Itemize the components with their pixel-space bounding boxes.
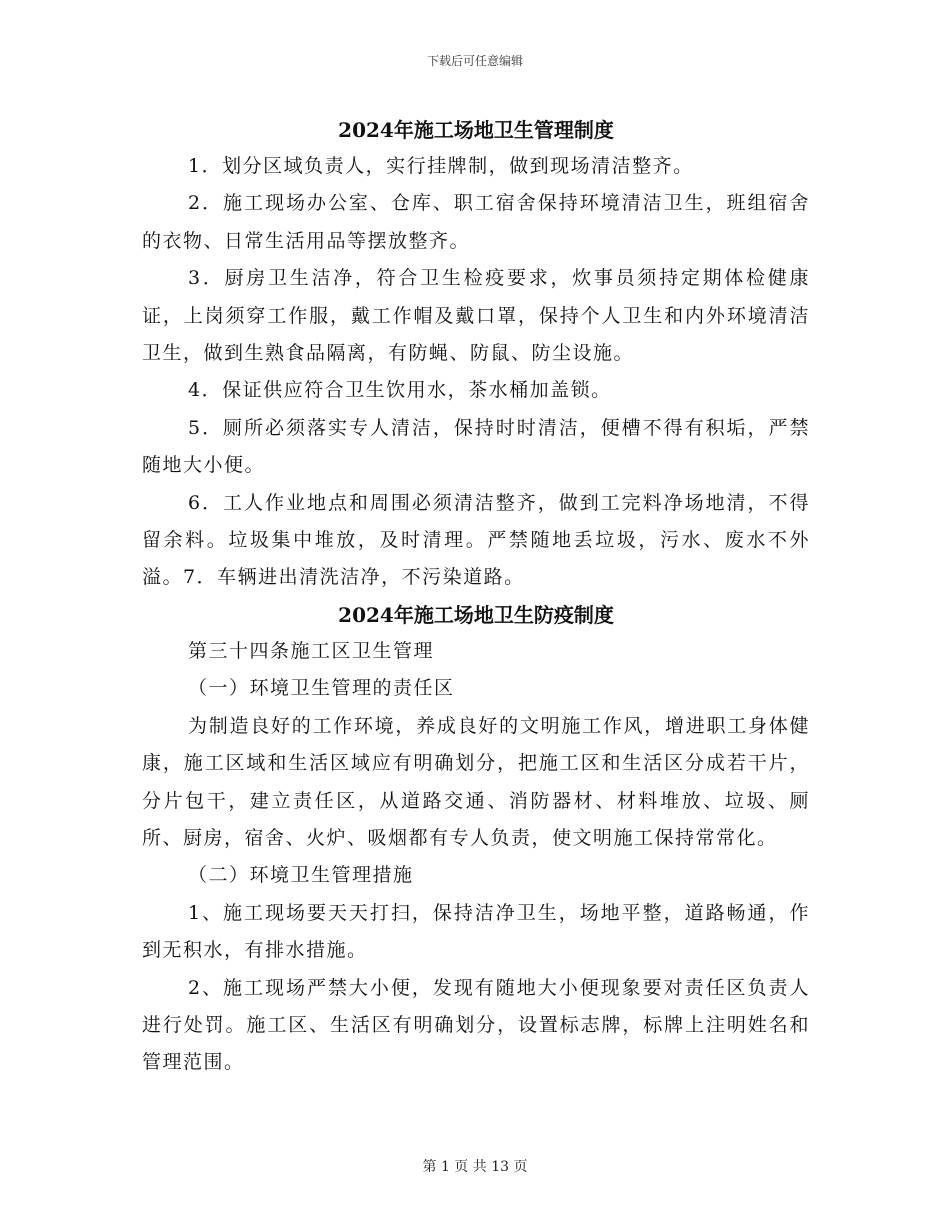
page-footer: 第 1 页 共 13 页 — [422, 1159, 528, 1175]
section2-item-2: 2、施工现场严禁大小便，发现有随地大小便现象要对责任区负责人进行处罚。施工区、生活区有明确划分，设置标志牌，标牌上注明姓名和管理范围。 — [142, 976, 810, 1074]
section1-title: 2024年施工场地卫生管理制度 — [338, 118, 614, 142]
header-note: 下载后可任意编辑 — [426, 54, 523, 68]
section2-subheading-1: （一）环境卫生管理的责任区 — [188, 677, 455, 700]
section1-paragraph-6: 6．工人作业地点和周围必须清洁整齐，做到工完料净场地清，不得留余料。垃圾集中堆放，及时清理。严禁随地丢垃圾，污水、废水不外溢。7．车辆进出清洗洁净，不污染道路。 — [142, 491, 810, 589]
document-body — [142, 112, 810, 1082]
section1-paragraph-2: 2．施工现场办公室、仓库、职工宿舍保持环境清洁卫生，班组宿舍的衣物、日常生活用品等摆放整齐。 — [142, 192, 810, 252]
section2-article-heading: 第三十四条施工区卫生管理 — [188, 639, 435, 662]
section1-paragraph-5: 5．厕所必须落实专人清洁，保持时时清洁，便槽不得有积垢，严禁随地大小便。 — [142, 416, 810, 477]
section2-item-1: 1、施工现场要天天打扫，保持洁净卫生，场地平整，道路畅通，作到无积水，有排水措施。 — [142, 901, 810, 962]
section1-paragraph-1: 1．划分区域负责人，实行挂牌制，做到现场清洁整齐。 — [188, 155, 694, 177]
section2-subheading-2: （二）环境卫生管理措施 — [188, 864, 414, 887]
section1-paragraph-3: 3．厨房卫生洁净，符合卫生检疫要求，炊事员须持定期体检健康证，上岗须穿工作服，戴工作帽及戴口罩，保持个人卫生和内外环境清洁卫生，做到生熟食品隔离，有防蝇、防鼠、防尘设施。 — [142, 267, 810, 365]
section2-paragraph-1: 为制造良好的工作环境，养成良好的文明施工作风，增进职工身体健康，施工区域和生活区域应有明确划分，把施工区和生活区分成若干片，分片包干，建立责任区，从道路交通、消防器材、材料堆放、垃圾、厕所、厨房，宿舍、火炉、吸烟都有专人负责，使文明施工保持常常化。 — [142, 714, 810, 849]
section1-paragraph-4: 4．保证供应符合卫生饮用水，茶水桶加盖锁。 — [188, 379, 612, 402]
section2-title: 2024年施工场地卫生防疫制度 — [338, 602, 614, 627]
